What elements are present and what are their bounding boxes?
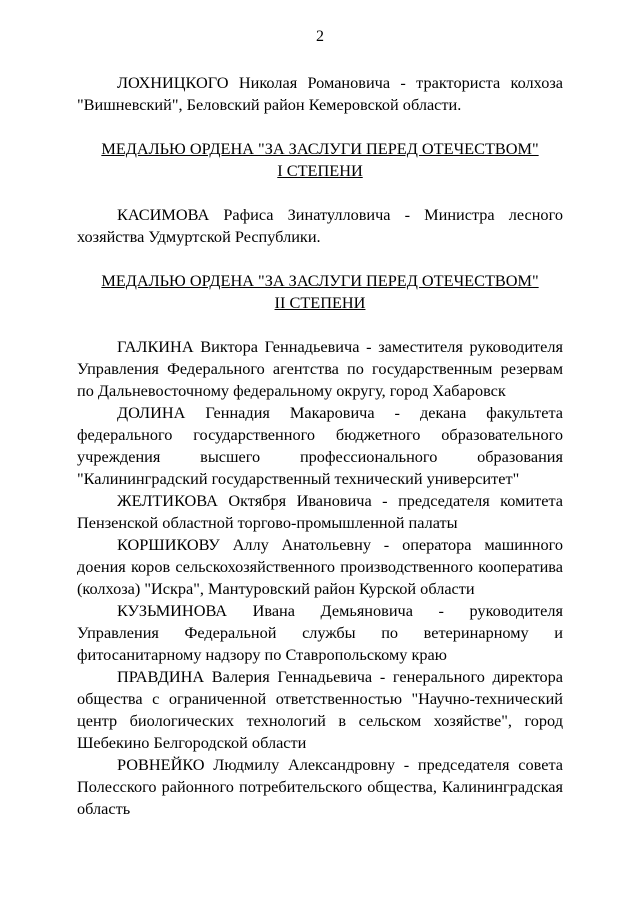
award-entry: ГАЛКИНА Виктора Геннадьевича - заместителя руководителя Управления Федерального агентства по государственным резервам по Дальневосточному федеральному округу, город Хабаровск (77, 337, 563, 400)
award-entry: ЖЕЛТИКОВА Октября Ивановича - председателя комитета Пензенской областной торгово-промышленной палаты (77, 491, 563, 532)
award-entry: РОВНЕЙКО Людмилу Александровну - председателя совета Полесского районного потребительского общества, Калининградская область (77, 755, 563, 818)
section-heading-degree: II СТЕПЕНИ (274, 293, 366, 312)
spacer (77, 248, 563, 270)
award-entry: КУЗЬМИНОВА Ивана Демьяновича - руководителя Управления Федеральной службы по ветеринарному и фитосанитарному надзору по Ставропольскому краю (77, 601, 563, 664)
section-heading: МЕДАЛЬЮ ОРДЕНА "ЗА ЗАСЛУГИ ПЕРЕД ОТЕЧЕСТВОМ" (101, 139, 539, 158)
award-entry: КОРШИКОВУ Аллу Анатольевну - оператора машинного доения коров сельскохозяйственного производственного кооператива (колхоза) "Искра", Мантуровский район Курской области (77, 535, 563, 598)
page-number: 2 (316, 28, 324, 45)
section-heading-degree: I СТЕПЕНИ (277, 161, 363, 180)
award-entry: КАСИМОВА Рафиса Зинатулловича - Министра лесного хозяйства Удмуртской Республики. (77, 205, 563, 246)
award-entry: ДОЛИНА Геннадия Макаровича - декана факультета федерального государственного бюджетного образовательного учреждения высшего профессионального образования "Калининградский государственный технический университет" (77, 403, 563, 488)
section-heading: МЕДАЛЬЮ ОРДЕНА "ЗА ЗАСЛУГИ ПЕРЕД ОТЕЧЕСТВОМ" (101, 271, 539, 290)
award-entry: ПРАВДИНА Валерия Геннадьевича - генерального директора общества с ограниченной ответственностью "Научно-технический центр биологических технологий в сельском хозяйстве", город Шебекино Белгородской области (77, 667, 563, 752)
spacer (77, 116, 563, 138)
spacer (77, 314, 563, 336)
document-body (77, 72, 563, 820)
award-entry: ЛОХНИЦКОГО Николая Романовича - тракториста колхоза "Вишневский", Беловский район Кемеровской области. (77, 73, 563, 114)
spacer (77, 182, 563, 204)
